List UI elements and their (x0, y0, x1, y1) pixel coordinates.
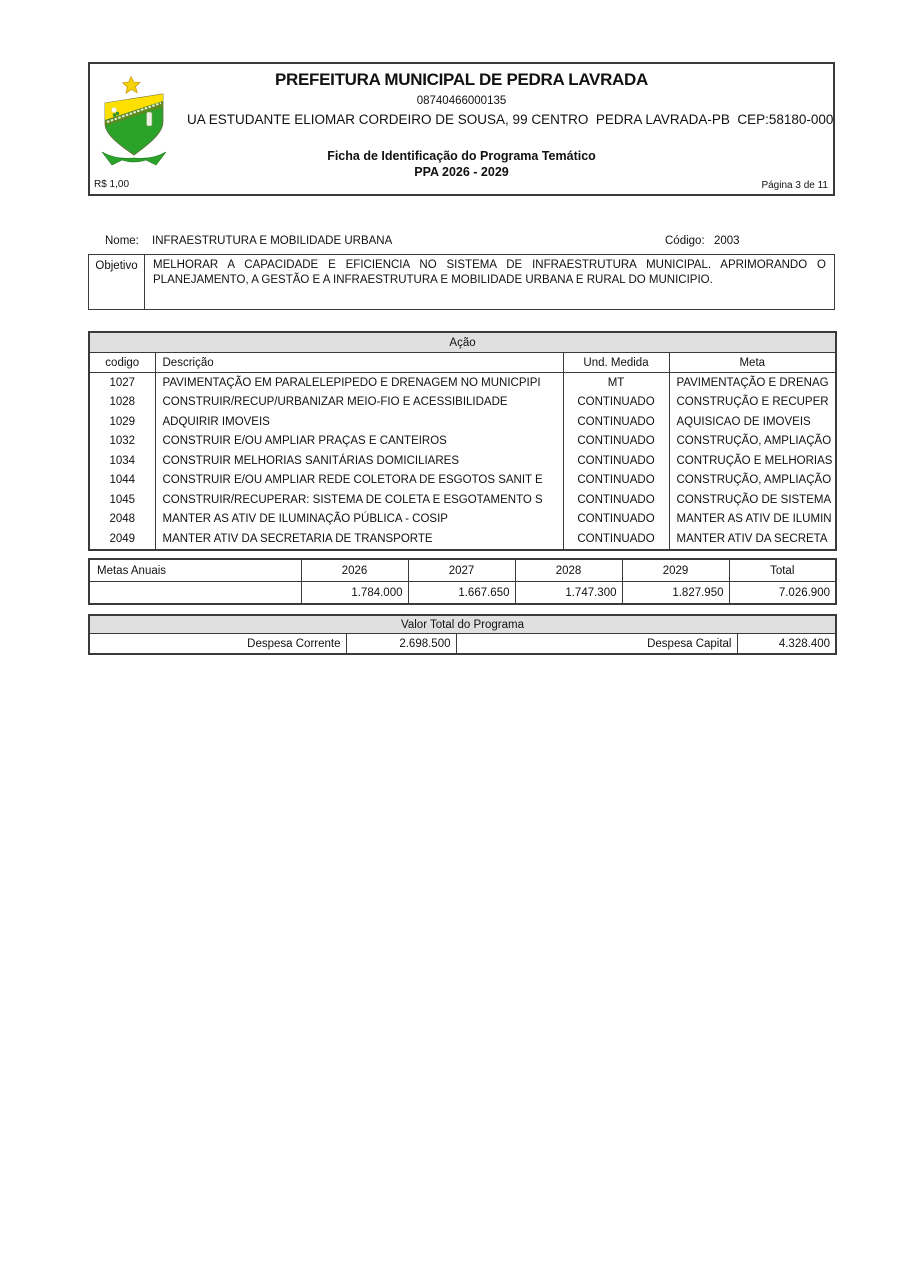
acao-row (89, 412, 836, 432)
programa-codigo-value: 2003 (714, 235, 740, 247)
acao-row (89, 529, 836, 550)
programa-nome-label: Nome: (105, 235, 139, 247)
programa-nome-value: INFRAESTRUTURA E MOBILIDADE URBANA (152, 235, 393, 247)
metas-value-total: 7.026.900 (729, 582, 836, 605)
metas-year-2027: 2027 (408, 559, 515, 582)
metas-value-2026: 1.784.000 (301, 582, 408, 605)
acao-cell-descricao: MANTER ATIV DA SECRETARIA DE TRANSPORTE (155, 529, 563, 550)
metas-header-row (89, 559, 836, 582)
acao-cell-meta: MANTER AS ATIV DE ILUMIN (669, 510, 836, 530)
acao-cell-und: MT (563, 373, 669, 393)
acao-cell-meta: PAVIMENTAÇÃO E DRENAG (669, 373, 836, 393)
acao-cell-codigo: 1045 (109, 493, 136, 506)
metas-value-2029: 1.827.950 (622, 582, 729, 605)
acao-cell-descricao: ADQUIRIR IMOVEIS (155, 412, 563, 432)
programa-codigo-label: Código: (665, 235, 705, 247)
page-number: Página 3 de 11 (761, 180, 828, 191)
valor-title-row (89, 615, 836, 634)
header-address: UA ESTUDANTE ELIOMAR CORDEIRO DE SOUSA, 99 CENTRO PEDRA LAVRADA-PB CEP:58180-000 (187, 112, 834, 127)
document-header (88, 62, 835, 196)
acao-cell-codigo: 1034 (109, 454, 136, 467)
acao-cell-und: CONTINUADO (563, 393, 669, 413)
acao-cell-und: CONTINUADO (563, 529, 669, 550)
doc-subtitle: PPA 2026 - 2029 (414, 165, 509, 179)
acao-row (89, 393, 836, 413)
acao-cell-codigo: 1029 (109, 415, 136, 428)
despesa-corrente-value: 2.698.500 (346, 634, 456, 655)
acao-cell-descricao: PAVIMENTAÇÃO EM PARALELEPIPEDO E DRENAGEM NO MUNICPIPI (155, 373, 563, 393)
acao-cell-descricao: CONSTRUIR MELHORIAS SANITÁRIAS DOMICILIARES (155, 451, 563, 471)
acao-header-codigo: codigo (89, 353, 155, 373)
metas-empty-cell (89, 582, 301, 605)
despesa-capital-value: 4.328.400 (737, 634, 836, 655)
acao-cell-codigo: 1032 (109, 435, 136, 448)
acao-row (89, 490, 836, 510)
currency-note: R$ 1,00 (94, 179, 130, 190)
metas-anuais-table (88, 558, 837, 605)
acao-row (89, 451, 836, 471)
doc-title: Ficha de Identificação do Programa Temático (327, 149, 596, 163)
objetivo-label: Objetivo (89, 255, 145, 309)
acao-cell-descricao: CONSTRUIR/RECUP/URBANIZAR MEIO-FIO E ACESSIBILIDADE (155, 393, 563, 413)
acao-cell-und: CONTINUADO (563, 471, 669, 491)
acao-cell-codigo: 1028 (109, 396, 136, 409)
objetivo-box (88, 254, 835, 310)
acao-cell-meta: CONSTRUÇÃO, AMPLIAÇÃO (669, 471, 836, 491)
acao-header-row (89, 353, 836, 373)
acao-header-meta: Meta (669, 353, 836, 373)
metas-year-total: Total (729, 559, 836, 582)
acao-cell-meta: CONSTRUÇÃO E RECUPER (669, 393, 836, 413)
acao-header-descricao: Descrição (155, 353, 563, 373)
metas-label: Metas Anuais (89, 559, 301, 582)
acao-cell-descricao: CONSTRUIR E/OU AMPLIAR PRAÇAS E CANTEIROS (155, 432, 563, 452)
acao-cell-descricao: CONSTRUIR/RECUPERAR: SISTEMA DE COLETA E ESGOTAMENTO S (155, 490, 563, 510)
acao-cell-meta: CONSTRUÇÃO, AMPLIAÇÃO (669, 432, 836, 452)
metas-year-2029: 2029 (622, 559, 729, 582)
metas-year-2026: 2026 (301, 559, 408, 582)
acao-title: Ação (89, 332, 836, 353)
acao-cell-meta: MANTER ATIV DA SECRETA (669, 529, 836, 550)
acao-cell-meta: CONSTRUÇÃO DE SISTEMA (669, 490, 836, 510)
acao-row (89, 510, 836, 530)
metas-values-row (89, 582, 836, 605)
valor-total-table (88, 614, 837, 655)
objetivo-text: MELHORAR A CAPACIDADE E EFICIENCIA NO SISTEMA DE INFRAESTRUTURA MUNICIPAL. APRIMORANDO O PLANEJAMENTO, A GESTÃO E A INFRAESTRUTURA E MOBILIDADE URBANA E RURAL DO MUNICIPIO. (153, 259, 826, 286)
acao-cell-codigo: 2048 (109, 513, 136, 526)
header-title: PREFEITURA MUNICIPAL DE PEDRA LAVRADA (275, 70, 648, 89)
acao-header-und: Und. Medida (563, 353, 669, 373)
acao-cell-meta: CONTRUÇÃO E MELHORIAS (669, 451, 836, 471)
metas-value-2027: 1.667.650 (408, 582, 515, 605)
acao-cell-codigo: 2049 (109, 532, 136, 545)
acao-table (88, 331, 837, 551)
despesa-capital-label: Despesa Capital (456, 634, 737, 655)
acao-row (89, 471, 836, 491)
acao-title-row (89, 332, 836, 353)
valor-title: Valor Total do Programa (89, 615, 836, 634)
acao-cell-codigo: 1027 (109, 376, 136, 389)
acao-cell-meta: AQUISICAO DE IMOVEIS (669, 412, 836, 432)
despesa-corrente-label: Despesa Corrente (247, 637, 341, 650)
acao-cell-und: CONTINUADO (563, 432, 669, 452)
acao-cell-descricao: CONSTRUIR E/OU AMPLIAR REDE COLETORA DE ESGOTOS SANIT E (155, 471, 563, 491)
acao-cell-descricao: MANTER AS ATIV DE ILUMINAÇÃO PÚBLICA - COSIP (155, 510, 563, 530)
header-cnpj: 08740466000135 (416, 95, 507, 107)
acao-cell-und: CONTINUADO (563, 451, 669, 471)
valor-values-row (89, 634, 836, 655)
acao-cell-und: CONTINUADO (563, 510, 669, 530)
acao-row (89, 373, 836, 393)
metas-value-2028: 1.747.300 (515, 582, 622, 605)
acao-cell-codigo: 1044 (109, 474, 136, 487)
acao-cell-und: CONTINUADO (563, 412, 669, 432)
metas-year-2028: 2028 (515, 559, 622, 582)
acao-row (89, 432, 836, 452)
acao-cell-und: CONTINUADO (563, 490, 669, 510)
